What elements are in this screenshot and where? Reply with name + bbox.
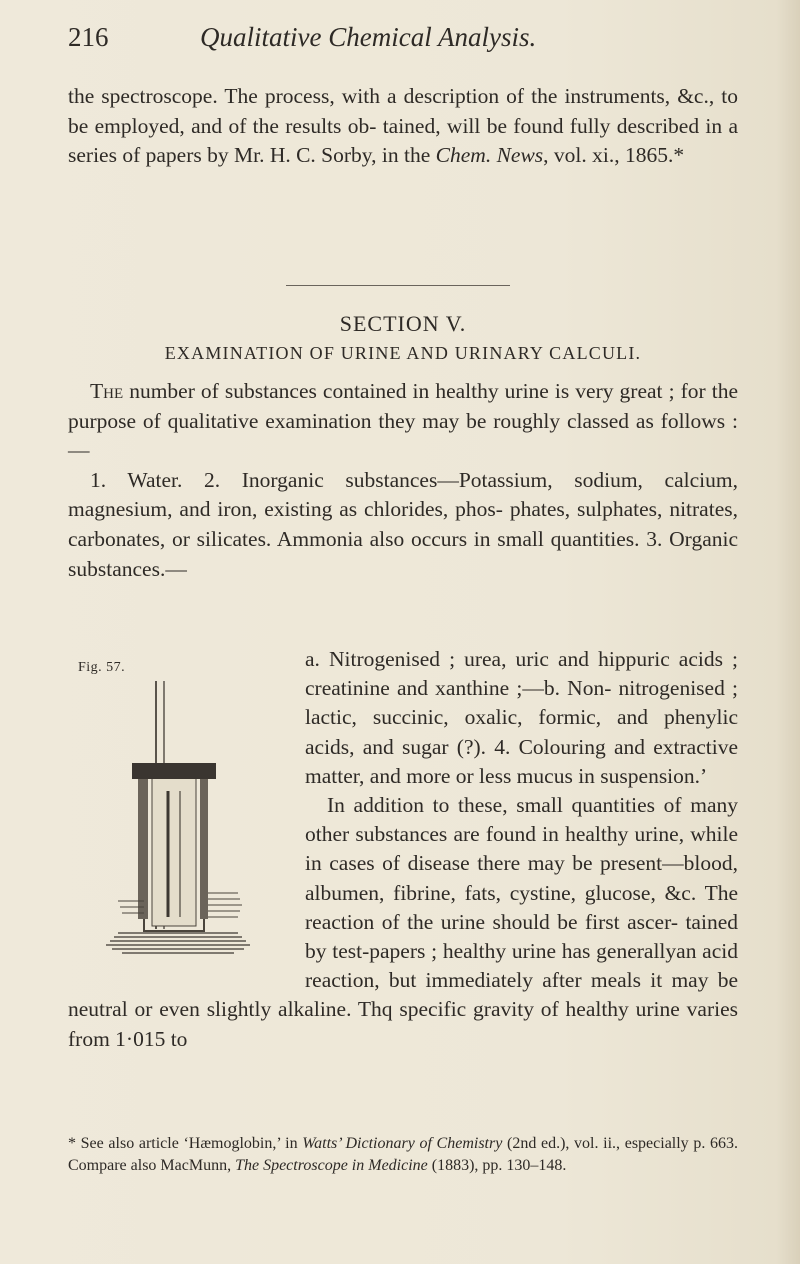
footnote-text-a: * See also article ‘Hæmoglobin,’ in xyxy=(68,1135,303,1152)
footnote-source-2: The Spectroscope in Medicine xyxy=(235,1157,428,1174)
footnote-source-1: Watts’ Dictionary of Chemistry xyxy=(302,1135,503,1152)
paragraph-2a xyxy=(68,466,738,584)
intro-text-a: the spectroscope. The process, with a description of the instruments, &c., to be employed, and of the results ob- tained, will be found fully described in a series of papers by Mr. H. C. Sorby, in the xyxy=(68,84,738,168)
journal-title: Chem. News xyxy=(435,143,544,168)
body-wrapped xyxy=(68,645,738,1054)
footnote-text-b: (2nd ed.), vol. ii., especially p. 663. Compare also MacMunn, xyxy=(68,1135,738,1174)
footnote xyxy=(68,1133,738,1177)
paragraph-3-text: In addition to these, small quantities of many other substances are found in healthy urine, while in cases of disease there may be present—blood, albumen, fibrine, fats, cystine, glucose, &c. The reaction of the urine should be first ascer- tained by test-papers ; healthy urine has generallyan acid reaction, but immediately after meals it may be neutral or even slightly alkaline. Thq specific gravity of healthy urine varies from 1·015 to xyxy=(68,793,738,1051)
test-tube-illustration-icon xyxy=(88,671,268,966)
running-title: Qualitative Chemical Analysis. xyxy=(200,22,537,52)
figure-57 xyxy=(68,645,293,970)
intro-text-b: , vol. xi., 1865.* xyxy=(543,143,685,168)
figure-label: Fig. 57. xyxy=(78,660,126,675)
section-subheading: EXAMINATION OF URINE AND URINARY CALCULI. xyxy=(164,343,642,363)
paragraph-1-text: number of substances contained in healthy urine is very great ; for the purpose of qualitative examination they may be roughly classed as follows : — xyxy=(68,379,738,463)
footnote-text-c: (1883), pp. 130–148. xyxy=(427,1157,567,1174)
section-divider xyxy=(286,285,510,286)
body-top xyxy=(68,377,738,584)
paragraph-2a-text: 1. Water. 2. Inorganic substances—Potassium, sodium, calcium, magnesium, and iron, existing as chlorides, phos- phates, sulphates, nitrates, carbonates, or silicates. Ammonia also occurs in small quantities. 3. Organic substances.— xyxy=(68,467,738,581)
paragraph-1-lead: The xyxy=(90,379,124,403)
running-header xyxy=(68,22,738,62)
section-heading: SECTION V. xyxy=(339,311,467,336)
intro-paragraph xyxy=(68,82,738,171)
paragraph-2b: a. Nitrogenised ; urea, uric and hippuric acids ; creatinine and xanthine ;—b. Non- nitrogenised ; lactic, succinic, oxalic, formic, and phenylic acids, and sugar (?). 4. Colouring and extractive matter, and more or less mucus in suspension.’ xyxy=(305,647,738,788)
paragraph-1 xyxy=(68,377,738,466)
page-number: 216 xyxy=(68,22,109,52)
